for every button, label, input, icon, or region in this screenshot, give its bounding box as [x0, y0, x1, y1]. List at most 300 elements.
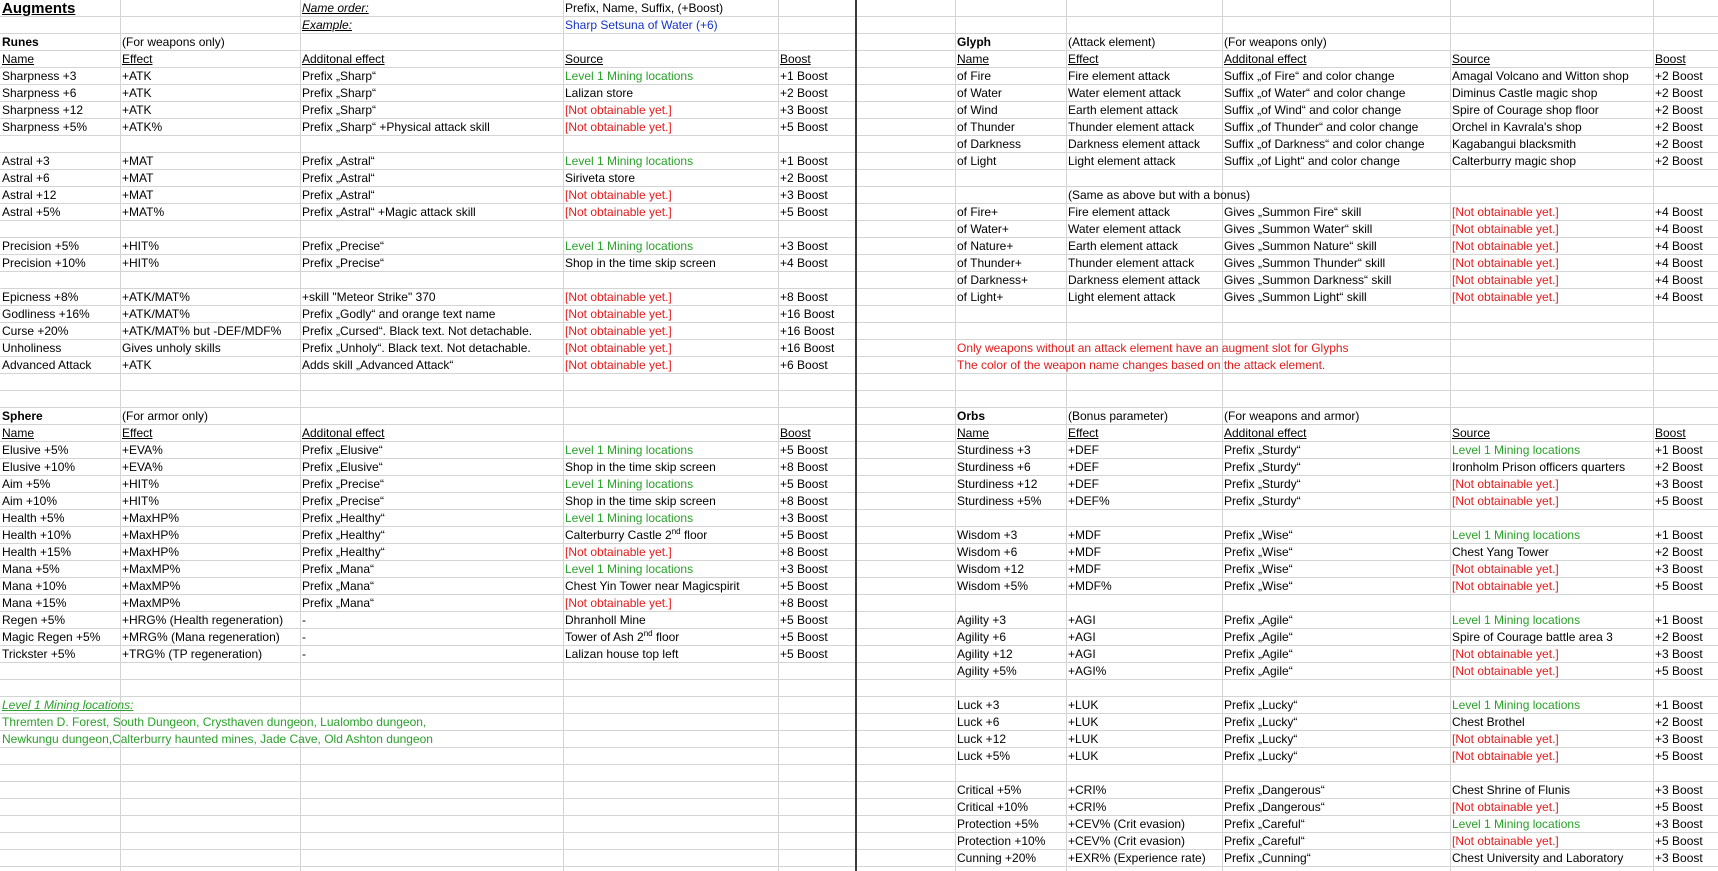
glyph-header-1[interactable]: Effect: [1068, 52, 1099, 66]
sphere-additional-cell[interactable]: Prefix „Healthy“: [302, 528, 385, 542]
glyph-bonus-boost-cell[interactable]: +4 Boost: [1655, 205, 1703, 219]
sphere-effect-cell[interactable]: +MaxHP%: [122, 545, 180, 559]
orbs-source-cell[interactable]: Ironholm Prison officers quarters: [1452, 460, 1626, 474]
runes-boost-cell[interactable]: +2 Boost: [780, 171, 828, 185]
glyph-warning-1[interactable]: Only weapons without an attack element have an augment slot for Glyphs: [957, 341, 1349, 355]
glyph-bonus-name-cell[interactable]: of Darkness+: [957, 273, 1029, 287]
orbs-boost-cell[interactable]: +3 Boost: [1655, 477, 1703, 491]
runes-source-cell[interactable]: [Not obtainable yet.]: [565, 120, 672, 134]
sphere-additional-cell[interactable]: Prefix „Precise“: [302, 477, 385, 491]
orbs-name-cell[interactable]: Wisdom +12: [957, 562, 1025, 576]
orbs-additional-cell[interactable]: Prefix „Cunning“: [1224, 851, 1311, 865]
glyph-bonus-boost-cell[interactable]: +4 Boost: [1655, 256, 1703, 270]
runes-effect-cell[interactable]: +ATK: [122, 358, 152, 372]
orbs-name-cell[interactable]: Sturdiness +5%: [957, 494, 1042, 508]
sphere-effect-cell[interactable]: +MRG% (Mana regeneration): [122, 630, 280, 644]
runes-header-3[interactable]: Source: [565, 52, 604, 66]
orbs-additional-cell[interactable]: Prefix „Agile“: [1224, 630, 1293, 644]
glyph-header-2[interactable]: Additonal effect: [1224, 52, 1307, 66]
orbs-boost-cell[interactable]: +3 Boost: [1655, 562, 1703, 576]
runes-boost-cell[interactable]: +1 Boost: [780, 69, 828, 83]
runes-name-cell[interactable]: Epicness +8%: [2, 290, 79, 304]
sphere-name-cell[interactable]: Trickster +5%: [2, 647, 76, 661]
sphere-boost-cell[interactable]: +5 Boost: [780, 579, 828, 593]
sphere-additional-cell[interactable]: Prefix „Elusive“: [302, 460, 383, 474]
orbs-name-cell[interactable]: Cunning +20%: [957, 851, 1037, 865]
glyph-bonus-name-cell[interactable]: of Fire+: [957, 205, 999, 219]
sphere-additional-cell[interactable]: -: [302, 613, 306, 627]
glyph-source-cell[interactable]: Orchel in Kavrala's shop: [1452, 120, 1582, 134]
runes-name-cell[interactable]: Astral +3: [2, 154, 50, 168]
orbs-effect-cell[interactable]: +EXR% (Experience rate): [1068, 851, 1206, 865]
runes-effect-cell[interactable]: +ATK: [122, 69, 152, 83]
runes-name-cell[interactable]: Sharpness +5%: [2, 120, 88, 134]
orbs-effect-cell[interactable]: +CEV% (Crit evasion): [1068, 817, 1186, 831]
runes-source-cell[interactable]: [Not obtainable yet.]: [565, 341, 672, 355]
sphere-effect-cell[interactable]: +MaxHP%: [122, 528, 180, 542]
glyph-source-cell[interactable]: Amagal Volcano and Witton shop: [1452, 69, 1629, 83]
glyph-boost-cell[interactable]: +2 Boost: [1655, 86, 1703, 100]
glyph-bonus-additional-cell[interactable]: Gives „Summon Darkness“ skill: [1224, 273, 1392, 287]
orbs-boost-cell[interactable]: +5 Boost: [1655, 579, 1703, 593]
sphere-additional-cell[interactable]: Prefix „Precise“: [302, 494, 385, 508]
sphere-additional-cell[interactable]: -: [302, 630, 306, 644]
sphere-header-0[interactable]: Name: [2, 426, 35, 440]
orbs-boost-cell[interactable]: +1 Boost: [1655, 613, 1703, 627]
sphere-name-cell[interactable]: Elusive +10%: [2, 460, 76, 474]
runes-source-cell[interactable]: [Not obtainable yet.]: [565, 188, 672, 202]
orbs-boost-cell[interactable]: +3 Boost: [1655, 647, 1703, 661]
glyph-header-3[interactable]: Source: [1452, 52, 1491, 66]
glyph-bonus-boost-cell[interactable]: +4 Boost: [1655, 222, 1703, 236]
runes-name-cell[interactable]: Precision +5%: [2, 239, 80, 253]
orbs-effect-cell[interactable]: +AGI: [1068, 647, 1096, 661]
runes-effect-cell[interactable]: +ATK/MAT%: [122, 290, 190, 304]
runes-additional-cell[interactable]: Prefix „Sharp“: [302, 103, 377, 117]
orbs-effect-cell[interactable]: +AGI%: [1068, 664, 1107, 678]
orbs-name-cell[interactable]: Critical +5%: [957, 783, 1022, 797]
orbs-effect-cell[interactable]: +MDF: [1068, 528, 1101, 542]
mining-line-2[interactable]: Newkungu dungeon,Calterburry haunted mines, Jade Cave, Old Ashton dungeon: [2, 732, 433, 746]
glyph-bonus-additional-cell[interactable]: Gives „Summon Nature“ skill: [1224, 239, 1377, 253]
glyph-bonus-additional-cell[interactable]: Gives „Summon Water“ skill: [1224, 222, 1373, 236]
sphere-name-cell[interactable]: Mana +5%: [2, 562, 60, 576]
orbs-boost-cell[interactable]: +2 Boost: [1655, 630, 1703, 644]
orbs-source-cell[interactable]: [Not obtainable yet.]: [1452, 834, 1559, 848]
glyph-effect-cell[interactable]: Thunder element attack: [1068, 120, 1195, 134]
orbs-name-cell[interactable]: Agility +12: [957, 647, 1013, 661]
orbs-header-0[interactable]: Name: [957, 426, 990, 440]
glyph-bonus-effect-cell[interactable]: Thunder element attack: [1068, 256, 1195, 270]
orbs-additional-cell[interactable]: Prefix „Lucky“: [1224, 732, 1298, 746]
sphere-boost-cell[interactable]: +8 Boost: [780, 596, 828, 610]
orbs-boost-cell[interactable]: +3 Boost: [1655, 732, 1703, 746]
glyph-bonus-source-cell[interactable]: [Not obtainable yet.]: [1452, 222, 1559, 236]
orbs-effect-cell[interactable]: +AGI: [1068, 630, 1096, 644]
glyph-title[interactable]: Glyph: [957, 35, 992, 49]
runes-effect-cell[interactable]: +HIT%: [122, 256, 160, 270]
name-order-value[interactable]: Prefix, Name, Suffix, (+Boost): [565, 1, 724, 15]
orbs-name-cell[interactable]: Sturdiness +6: [957, 460, 1031, 474]
runes-name-cell[interactable]: Astral +5%: [2, 205, 61, 219]
runes-source-cell[interactable]: Shop in the time skip screen: [565, 256, 716, 270]
glyph-additional-cell[interactable]: Suffix „of Fire“ and color change: [1224, 69, 1395, 83]
sphere-source-cell[interactable]: Dhranholl Mine: [565, 613, 646, 627]
orbs-source-cell[interactable]: [Not obtainable yet.]: [1452, 494, 1559, 508]
example-label[interactable]: Example:: [302, 18, 353, 32]
runes-boost-cell[interactable]: +1 Boost: [780, 154, 828, 168]
orbs-name-cell[interactable]: Critical +10%: [957, 800, 1029, 814]
orbs-boost-cell[interactable]: +5 Boost: [1655, 664, 1703, 678]
orbs-additional-cell[interactable]: Prefix „Careful“: [1224, 834, 1305, 848]
glyph-effect-cell[interactable]: Darkness element attack: [1068, 137, 1201, 151]
glyph-bonus-source-cell[interactable]: [Not obtainable yet.]: [1452, 256, 1559, 270]
orbs-boost-cell[interactable]: +3 Boost: [1655, 783, 1703, 797]
glyph-boost-cell[interactable]: +2 Boost: [1655, 69, 1703, 83]
orbs-source-cell[interactable]: [Not obtainable yet.]: [1452, 732, 1559, 746]
runes-header-1[interactable]: Effect: [122, 52, 153, 66]
runes-additional-cell[interactable]: Prefix „Cursed“. Black text. Not detachable.: [302, 324, 533, 338]
runes-additional-cell[interactable]: Prefix „Sharp“ +Physical attack skill: [302, 120, 490, 134]
sphere-name-cell[interactable]: Aim +5%: [2, 477, 51, 491]
sphere-header-4[interactable]: Boost: [780, 426, 811, 440]
runes-boost-cell[interactable]: +3 Boost: [780, 103, 828, 117]
sphere-boost-cell[interactable]: +3 Boost: [780, 562, 828, 576]
sphere-boost-cell[interactable]: +8 Boost: [780, 460, 828, 474]
orbs-name-cell[interactable]: Wisdom +6: [957, 545, 1018, 559]
runes-source-cell[interactable]: [Not obtainable yet.]: [565, 205, 672, 219]
runes-additional-cell[interactable]: +skill "Meteor Strike" 370: [302, 290, 436, 304]
orbs-additional-cell[interactable]: Prefix „Sturdy“: [1224, 460, 1301, 474]
glyph-name-cell[interactable]: of Light: [957, 154, 997, 168]
orbs-source-cell[interactable]: [Not obtainable yet.]: [1452, 579, 1559, 593]
glyph-name-cell[interactable]: of Wind: [957, 103, 998, 117]
sphere-effect-cell[interactable]: +EVA%: [122, 460, 163, 474]
sphere-additional-cell[interactable]: Prefix „Mana“: [302, 596, 375, 610]
glyph-bonus-additional-cell[interactable]: Gives „Summon Light“ skill: [1224, 290, 1367, 304]
orbs-note-1[interactable]: (Bonus parameter): [1068, 409, 1169, 423]
name-order-label[interactable]: Name order:: [302, 1, 369, 15]
runes-additional-cell[interactable]: Prefix „Unholy“. Black text. Not detachable.: [302, 341, 531, 355]
glyph-boost-cell[interactable]: +2 Boost: [1655, 154, 1703, 168]
runes-effect-cell[interactable]: +HIT%: [122, 239, 160, 253]
glyph-bonus-source-cell[interactable]: [Not obtainable yet.]: [1452, 205, 1559, 219]
glyph-boost-cell[interactable]: +2 Boost: [1655, 103, 1703, 117]
runes-effect-cell[interactable]: +MAT: [122, 171, 154, 185]
sphere-additional-cell[interactable]: Prefix „Mana“: [302, 562, 375, 576]
runes-boost-cell[interactable]: +6 Boost: [780, 358, 828, 372]
orbs-additional-cell[interactable]: Prefix „Sturdy“: [1224, 443, 1301, 457]
sphere-source-cell[interactable]: Level 1 Mining locations: [565, 443, 694, 457]
runes-boost-cell[interactable]: +16 Boost: [780, 307, 835, 321]
glyph-bonus-source-cell[interactable]: [Not obtainable yet.]: [1452, 273, 1559, 287]
sphere-name-cell[interactable]: Health +5%: [2, 511, 65, 525]
sphere-boost-cell[interactable]: +5 Boost: [780, 528, 828, 542]
sphere-header-2[interactable]: Additonal effect: [302, 426, 385, 440]
runes-additional-cell[interactable]: Prefix „Sharp“: [302, 86, 377, 100]
orbs-boost-cell[interactable]: +5 Boost: [1655, 749, 1703, 763]
runes-header-4[interactable]: Boost: [780, 52, 811, 66]
sphere-name-cell[interactable]: Elusive +5%: [2, 443, 69, 457]
sphere-boost-cell[interactable]: +5 Boost: [780, 613, 828, 627]
runes-boost-cell[interactable]: +2 Boost: [780, 86, 828, 100]
orbs-boost-cell[interactable]: +1 Boost: [1655, 443, 1703, 457]
orbs-additional-cell[interactable]: Prefix „Lucky“: [1224, 749, 1298, 763]
orbs-effect-cell[interactable]: +DEF: [1068, 443, 1100, 457]
orbs-boost-cell[interactable]: +1 Boost: [1655, 698, 1703, 712]
sphere-additional-cell[interactable]: Prefix „Healthy“: [302, 545, 385, 559]
orbs-source-cell[interactable]: Level 1 Mining locations: [1452, 528, 1581, 542]
runes-header-0[interactable]: Name: [2, 52, 35, 66]
runes-source-cell[interactable]: Level 1 Mining locations: [565, 154, 694, 168]
runes-effect-cell[interactable]: +ATK/MAT% but -DEF/MDF%: [122, 324, 282, 338]
glyph-name-cell[interactable]: of Thunder: [957, 120, 1015, 134]
orbs-source-cell[interactable]: [Not obtainable yet.]: [1452, 477, 1559, 491]
glyph-header-4[interactable]: Boost: [1655, 52, 1686, 66]
orbs-name-cell[interactable]: Luck +6: [957, 715, 1000, 729]
sphere-name-cell[interactable]: Regen +5%: [2, 613, 66, 627]
orbs-effect-cell[interactable]: +CRI%: [1068, 783, 1107, 797]
runes-name-cell[interactable]: Advanced Attack: [2, 358, 92, 372]
orbs-source-cell[interactable]: [Not obtainable yet.]: [1452, 800, 1559, 814]
runes-name-cell[interactable]: Sharpness +3: [2, 69, 77, 83]
glyph-bonus-name-cell[interactable]: of Nature+: [957, 239, 1014, 253]
orbs-name-cell[interactable]: Protection +5%: [957, 817, 1039, 831]
orbs-additional-cell[interactable]: Prefix „Sturdy“: [1224, 477, 1301, 491]
orbs-boost-cell[interactable]: +2 Boost: [1655, 460, 1703, 474]
runes-additional-cell[interactable]: Prefix „Precise“: [302, 256, 385, 270]
sphere-source-cell[interactable]: Level 1 Mining locations: [565, 562, 694, 576]
sphere-additional-cell[interactable]: Prefix „Healthy“: [302, 511, 385, 525]
glyph-warning-2[interactable]: The color of the weapon name changes based on the attack element.: [957, 358, 1326, 372]
runes-name-cell[interactable]: Sharpness +12: [2, 103, 84, 117]
runes-source-cell[interactable]: Level 1 Mining locations: [565, 239, 694, 253]
orbs-effect-cell[interactable]: +LUK: [1068, 732, 1099, 746]
sphere-source-cell[interactable]: Lalizan house top left: [565, 647, 679, 661]
orbs-additional-cell[interactable]: Prefix „Agile“: [1224, 613, 1293, 627]
sphere-boost-cell[interactable]: +5 Boost: [780, 477, 828, 491]
runes-effect-cell[interactable]: +ATK/MAT%: [122, 307, 190, 321]
glyph-name-cell[interactable]: of Water: [957, 86, 1002, 100]
sphere-additional-cell[interactable]: Prefix „Elusive“: [302, 443, 383, 457]
orbs-effect-cell[interactable]: +MDF: [1068, 562, 1101, 576]
glyph-additional-cell[interactable]: Suffix „of Wind“ and color change: [1224, 103, 1402, 117]
mining-line-1[interactable]: Thremten D. Forest, South Dungeon, Crysthaven dungeon, Lualombo dungeon,: [2, 715, 427, 729]
sphere-effect-cell[interactable]: +HRG% (Health regeneration): [122, 613, 284, 627]
runes-effect-cell[interactable]: +ATK%: [122, 120, 163, 134]
sphere-boost-cell[interactable]: +5 Boost: [780, 647, 828, 661]
orbs-boost-cell[interactable]: +5 Boost: [1655, 494, 1703, 508]
orbs-source-cell[interactable]: Level 1 Mining locations: [1452, 817, 1581, 831]
runes-name-cell[interactable]: Astral +6: [2, 171, 50, 185]
glyph-source-cell[interactable]: Diminus Castle magic shop: [1452, 86, 1598, 100]
runes-effect-cell[interactable]: +MAT: [122, 154, 154, 168]
orbs-source-cell[interactable]: Spire of Courage battle area 3: [1452, 630, 1613, 644]
runes-name-cell[interactable]: Curse +20%: [2, 324, 69, 338]
runes-additional-cell[interactable]: Prefix „Sharp“: [302, 69, 377, 83]
sphere-title[interactable]: Sphere: [2, 409, 43, 423]
orbs-source-cell[interactable]: Level 1 Mining locations: [1452, 613, 1581, 627]
orbs-header-2[interactable]: Additonal effect: [1224, 426, 1307, 440]
sphere-additional-cell[interactable]: Prefix „Mana“: [302, 579, 375, 593]
runes-additional-cell[interactable]: Prefix „Astral“: [302, 154, 375, 168]
sphere-name-cell[interactable]: Magic Regen +5%: [2, 630, 101, 644]
glyph-bonus-additional-cell[interactable]: Gives „Summon Thunder“ skill: [1224, 256, 1386, 270]
sphere-name-cell[interactable]: Health +15%: [2, 545, 72, 559]
glyph-source-cell[interactable]: Kagabangui blacksmith: [1452, 137, 1577, 151]
orbs-additional-cell[interactable]: Prefix „Wise“: [1224, 562, 1293, 576]
orbs-source-cell[interactable]: [Not obtainable yet.]: [1452, 647, 1559, 661]
runes-effect-cell[interactable]: Gives unholy skills: [122, 341, 221, 355]
orbs-name-cell[interactable]: Sturdiness +12: [957, 477, 1038, 491]
sphere-source-cell[interactable]: Level 1 Mining locations: [565, 511, 694, 525]
orbs-effect-cell[interactable]: +DEF: [1068, 460, 1100, 474]
runes-boost-cell[interactable]: +5 Boost: [780, 205, 828, 219]
sphere-boost-cell[interactable]: +8 Boost: [780, 494, 828, 508]
runes-header-2[interactable]: Additonal effect: [302, 52, 385, 66]
runes-boost-cell[interactable]: +3 Boost: [780, 239, 828, 253]
orbs-additional-cell[interactable]: Prefix „Agile“: [1224, 647, 1293, 661]
sphere-name-cell[interactable]: Mana +15%: [2, 596, 67, 610]
runes-note[interactable]: (For weapons only): [122, 35, 225, 49]
glyph-bonus-source-cell[interactable]: [Not obtainable yet.]: [1452, 239, 1559, 253]
sphere-effect-cell[interactable]: +EVA%: [122, 443, 163, 457]
sphere-effect-cell[interactable]: +MaxHP%: [122, 511, 180, 525]
glyph-additional-cell[interactable]: Suffix „of Darkness“ and color change: [1224, 137, 1425, 151]
runes-source-cell[interactable]: [Not obtainable yet.]: [565, 103, 672, 117]
runes-name-cell[interactable]: Sharpness +6: [2, 86, 77, 100]
sphere-boost-cell[interactable]: +3 Boost: [780, 511, 828, 525]
orbs-source-cell[interactable]: Chest Shrine of Flunis: [1452, 783, 1571, 797]
runes-effect-cell[interactable]: +MAT: [122, 188, 154, 202]
glyph-bonus-effect-cell[interactable]: Water element attack: [1068, 222, 1181, 236]
orbs-boost-cell[interactable]: +5 Boost: [1655, 834, 1703, 848]
glyph-bonus-boost-cell[interactable]: +4 Boost: [1655, 290, 1703, 304]
glyph-bonus-effect-cell[interactable]: Earth element attack: [1068, 239, 1179, 253]
glyph-source-cell[interactable]: Spire of Courage shop floor: [1452, 103, 1599, 117]
orbs-additional-cell[interactable]: Prefix „Careful“: [1224, 817, 1305, 831]
runes-name-cell[interactable]: Godliness +16%: [2, 307, 90, 321]
orbs-name-cell[interactable]: Agility +5%: [957, 664, 1017, 678]
runes-source-cell[interactable]: Lalizan store: [565, 86, 634, 100]
glyph-bonus-name-cell[interactable]: of Thunder+: [957, 256, 1022, 270]
runes-source-cell[interactable]: [Not obtainable yet.]: [565, 358, 672, 372]
orbs-effect-cell[interactable]: +CRI%: [1068, 800, 1107, 814]
sphere-boost-cell[interactable]: +8 Boost: [780, 545, 828, 559]
orbs-source-cell[interactable]: [Not obtainable yet.]: [1452, 749, 1559, 763]
glyph-additional-cell[interactable]: Suffix „of Water“ and color change: [1224, 86, 1406, 100]
orbs-effect-cell[interactable]: +MDF%: [1068, 579, 1112, 593]
orbs-name-cell[interactable]: Wisdom +5%: [957, 579, 1029, 593]
orbs-effect-cell[interactable]: +DEF%: [1068, 494, 1110, 508]
runes-title[interactable]: Runes: [2, 35, 39, 49]
runes-effect-cell[interactable]: +MAT%: [122, 205, 165, 219]
orbs-additional-cell[interactable]: Prefix „Agile“: [1224, 664, 1293, 678]
glyph-bonus-source-cell[interactable]: [Not obtainable yet.]: [1452, 290, 1559, 304]
sphere-boost-cell[interactable]: +5 Boost: [780, 443, 828, 457]
runes-additional-cell[interactable]: Prefix „Godly“ and orange text name: [302, 307, 496, 321]
orbs-boost-cell[interactable]: +1 Boost: [1655, 528, 1703, 542]
orbs-effect-cell[interactable]: +CEV% (Crit evasion): [1068, 834, 1186, 848]
sphere-source-cell[interactable]: Level 1 Mining locations: [565, 477, 694, 491]
sphere-header-1[interactable]: Effect: [122, 426, 153, 440]
glyph-note-2[interactable]: (For weapons only): [1224, 35, 1327, 49]
runes-source-cell[interactable]: Level 1 Mining locations: [565, 69, 694, 83]
sphere-boost-cell[interactable]: +5 Boost: [780, 630, 828, 644]
runes-additional-cell[interactable]: Prefix „Precise“: [302, 239, 385, 253]
glyph-additional-cell[interactable]: Suffix „of Light“ and color change: [1224, 154, 1400, 168]
runes-boost-cell[interactable]: +8 Boost: [780, 290, 828, 304]
orbs-name-cell[interactable]: Luck +12: [957, 732, 1007, 746]
runes-boost-cell[interactable]: +16 Boost: [780, 341, 835, 355]
glyph-boost-cell[interactable]: +2 Boost: [1655, 137, 1703, 151]
orbs-effect-cell[interactable]: +DEF: [1068, 477, 1100, 491]
glyph-bonus-additional-cell[interactable]: Gives „Summon Fire“ skill: [1224, 205, 1362, 219]
orbs-source-cell[interactable]: Level 1 Mining locations: [1452, 443, 1581, 457]
runes-effect-cell[interactable]: +ATK: [122, 103, 152, 117]
glyph-effect-cell[interactable]: Light element attack: [1068, 154, 1176, 168]
orbs-name-cell[interactable]: Sturdiness +3: [957, 443, 1031, 457]
orbs-additional-cell[interactable]: Prefix „Sturdy“: [1224, 494, 1301, 508]
sphere-note[interactable]: (For armor only): [122, 409, 209, 423]
runes-boost-cell[interactable]: +16 Boost: [780, 324, 835, 338]
orbs-title[interactable]: Orbs: [957, 409, 986, 423]
page-title[interactable]: Augments: [2, 0, 76, 17]
runes-name-cell[interactable]: Astral +12: [2, 188, 57, 202]
orbs-additional-cell[interactable]: Prefix „Wise“: [1224, 579, 1293, 593]
sphere-header-3[interactable]: [563, 425, 565, 442]
runes-boost-cell[interactable]: +5 Boost: [780, 120, 828, 134]
orbs-name-cell[interactable]: Luck +3: [957, 698, 1000, 712]
orbs-name-cell[interactable]: Luck +5%: [957, 749, 1011, 763]
orbs-source-cell[interactable]: Chest Brothel: [1452, 715, 1525, 729]
runes-effect-cell[interactable]: +ATK: [122, 86, 152, 100]
glyph-header-0[interactable]: Name: [957, 52, 990, 66]
orbs-name-cell[interactable]: Agility +6: [957, 630, 1007, 644]
orbs-effect-cell[interactable]: +LUK: [1068, 715, 1099, 729]
glyph-effect-cell[interactable]: Fire element attack: [1068, 69, 1171, 83]
sphere-source-cell[interactable]: [563, 629, 679, 646]
orbs-boost-cell[interactable]: +2 Boost: [1655, 545, 1703, 559]
glyph-bonus-boost-cell[interactable]: +4 Boost: [1655, 273, 1703, 287]
glyph-name-cell[interactable]: of Darkness: [957, 137, 1022, 151]
sphere-source-cell[interactable]: [563, 527, 707, 544]
glyph-additional-cell[interactable]: Suffix „of Thunder“ and color change: [1224, 120, 1419, 134]
sphere-name-cell[interactable]: Health +10%: [2, 528, 72, 542]
sphere-effect-cell[interactable]: +MaxMP%: [122, 596, 181, 610]
glyph-bonus-effect-cell[interactable]: Darkness element attack: [1068, 273, 1201, 287]
orbs-boost-cell[interactable]: +2 Boost: [1655, 715, 1703, 729]
example-value[interactable]: Sharp Setsuna of Water (+6): [565, 18, 718, 32]
orbs-source-cell[interactable]: [Not obtainable yet.]: [1452, 562, 1559, 576]
orbs-name-cell[interactable]: Wisdom +3: [957, 528, 1018, 542]
sphere-effect-cell[interactable]: +HIT%: [122, 494, 160, 508]
sphere-source-cell[interactable]: Shop in the time skip screen: [565, 460, 716, 474]
sphere-effect-cell[interactable]: +TRG% (TP regeneration): [122, 647, 263, 661]
glyph-name-cell[interactable]: of Fire: [957, 69, 992, 83]
orbs-additional-cell[interactable]: Prefix „Lucky“: [1224, 715, 1298, 729]
orbs-header-4[interactable]: Boost: [1655, 426, 1686, 440]
orbs-boost-cell[interactable]: +3 Boost: [1655, 817, 1703, 831]
glyph-boost-cell[interactable]: +2 Boost: [1655, 120, 1703, 134]
glyph-bonus-name-cell[interactable]: of Light+: [957, 290, 1004, 304]
orbs-boost-cell[interactable]: +3 Boost: [1655, 851, 1703, 865]
runes-additional-cell[interactable]: Prefix „Astral“: [302, 171, 375, 185]
runes-source-cell[interactable]: [Not obtainable yet.]: [565, 324, 672, 338]
sphere-source-cell[interactable]: Shop in the time skip screen: [565, 494, 716, 508]
runes-source-cell[interactable]: [Not obtainable yet.]: [565, 290, 672, 304]
orbs-name-cell[interactable]: Protection +10%: [957, 834, 1046, 848]
